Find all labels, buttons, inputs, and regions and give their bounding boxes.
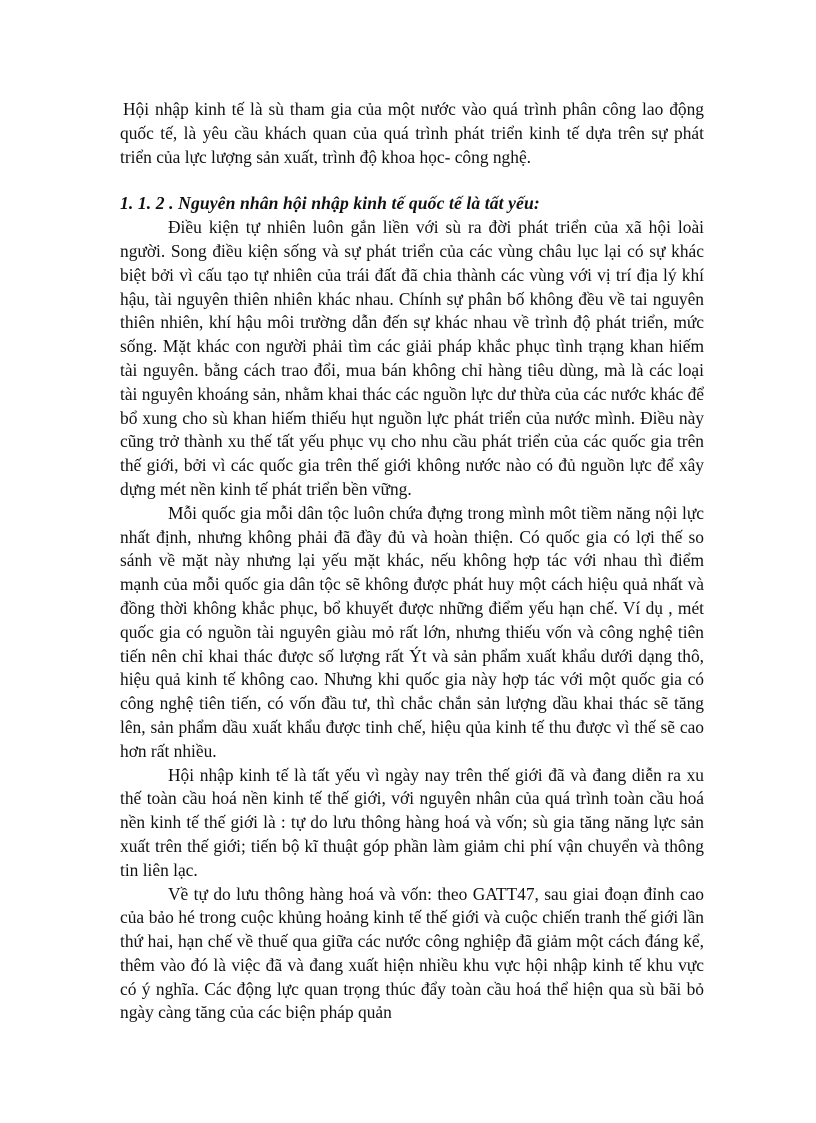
paragraph-globalization: Hội nhập kinh tế là tất yếu vì ngày nay trên thế giới đã và đang diễn ra xu thế toàn cầu hoá nền kinh tế thế giới, với nguyên nhân của quá trình toàn cầu hoá nền kinh tế thế giới là : tự do lưu thông hàng hoá và vốn; sù gia tăng năng lực sản xuất trên thế giới; tiến bộ kĩ thuật góp phần làm giảm chi phí vận chuyển và thông tin liên lạc. xyxy=(120,764,704,880)
intro-paragraph: Hội nhập kinh tế là sù tham gia của một nước vào quá trình phân công lao động quốc tế, là yêu cầu khách quan của quá trình phát triển kinh tế dựa trên sự phát triển của lực lượng sản xuất, trình độ khoa học- công nghệ. xyxy=(120,99,704,167)
paragraph-national-capacity: Mỗi quốc gia mỗi dân tộc luôn chứa đựng trong mình môt tiềm năng nội lực nhất định, nhưng không phải đã đầy đủ và hoàn thiện. Có quốc gia có lợi thế so sánh về mặt này nhưng lại yếu mặt khác, nếu không hợp tác với nhau thì điểm mạnh của mỗi quốc gia dân tộc sẽ không được phát huy một cách hiệu quả nhất và đồng thời không khắc phục, bổ khuyết được những điểm yếu hạn chế. Ví dụ , mét quốc gia có nguồn tài nguyên giàu mỏ rất lớn, nhưng thiếu vốn và công nghệ tiên tiến nên chỉ khai thác được số lượng rất Ýt và sản phẩm xuất khẩu dưới dạng thô, hiệu quả kinh tế không cao. Nhưng khi quốc gia này hợp tác với một quốc gia có công nghệ tiên tiến, có vốn đầu tư, thì chắc chắn sản lượng dầu khai thác sẽ tăng lên, sản phẩm dầu xuất khẩu được tinh chế, hiệu qủa kinh tế thu được vì thế sẽ cao hơn rất nhiều. xyxy=(120,502,704,761)
section-heading: 1. 1. 2 . Nguyên nhân hội nhập kinh tế quốc tế là tất yếu: xyxy=(120,193,540,214)
paragraph-natural-conditions: Điều kiện tự nhiên luôn gắn liền với sù ra đời phát triển của xã hội loài người. Song điều kiện sống và sự phát triển của các vùng châu lục lại có sự khác biệt bởi vì cấu tạo tự nhiên của trái đất đã chia thành các vùng với vị trí địa lý khí hậu, tài nguyên thiên nhiên khác nhau. Chính sự phân bố không đều về tai nguyên thiên nhiên, khí hậu môi trường dẫn đến sự khác nhau về trình độ phát triển, mức sống. Mặt khác con người phải tìm các giải pháp khắc phục tình trạng khan hiếm tài nguyên. bằng cách trao đổi, mua bán không chỉ hàng tiêu dùng, mà là các loại tài nguyên khoáng sản, nhằm khai thác các nguồn lực dư thừa của các nước khác để bổ xung cho sù khan hiếm thiếu hụt nguồn lực phát triển của nước mình. Điều này cũng trở thành xu thế tất yếu phục vụ cho nhu cầu phát triển của các quốc gia trên thế giới, bởi vì các quốc gia trên thế giới không nước nào có đủ nguồn lực để xây dựng mét nền kinh tế phát triển bền vững. xyxy=(120,217,704,499)
document-page xyxy=(120,98,704,1025)
paragraph-free-trade: Về tự do lưu thông hàng hoá và vốn: theo GATT47, sau giai đoạn đỉnh cao của bảo hé trong cuộc khủng hoảng kinh tế thế giới và cuộc chiến tranh thế giới lần thứ hai, hạn chế về thuế qua giữa các nước công nghiệp đã giảm một cách đáng kể, thêm vào đó là việc đã và đang xuất hiện nhiều khu vực hội nhập kinh tế khu vực có ý nghĩa. Các động lực quan trọng thúc đẩy toàn cầu hoá thể hiện qua sù bãi bỏ ngày càng tăng của các biện pháp quản xyxy=(120,883,704,1023)
